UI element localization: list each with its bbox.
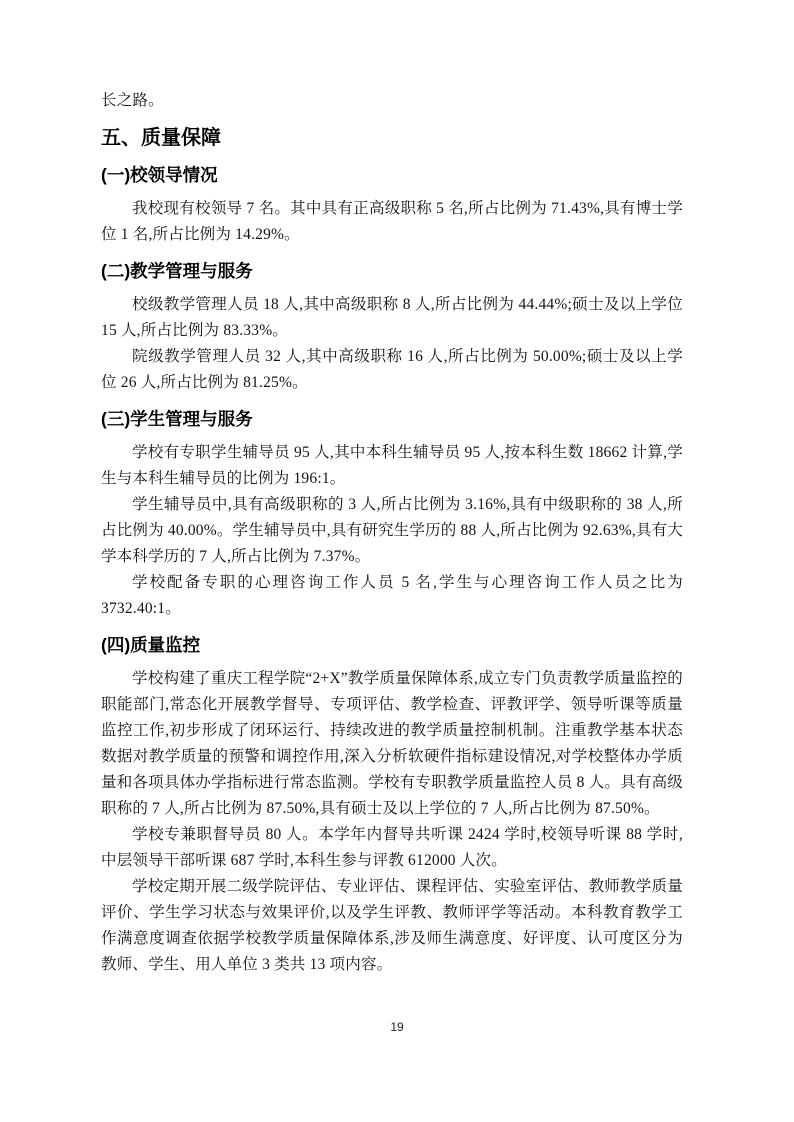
paragraph: 学生辅导员中,具有高级职称的 3 人,所占比例为 3.16%,具有中级职称的 38 人,所占比例为 40.00%。学生辅导员中,具有研究生学历的 88 人,所占比例为 92.63%,具有大学本科学历的 7 人,所占比例为 7.37%。 <box>101 496 684 565</box>
paragraph: 院级教学管理人员 32 人,其中高级职称 16 人,所占比例为 50.00%;硕士及以上学位 26 人,所占比例为 81.25%。 <box>101 348 683 391</box>
paragraph: 校级教学管理人员 18 人,其中高级职称 8 人,所占比例为 44.44%;硕士及以上学位 15 人,所占比例为 83.33%。 <box>101 296 683 339</box>
section-heading-4: (四)质量监控 <box>101 635 201 655</box>
section-heading-3: (三)学生管理与服务 <box>101 409 253 429</box>
chapter-heading: 五、质量保障 <box>101 127 221 149</box>
page-number: 19 <box>390 1020 404 1034</box>
section-heading-2: (二)教学管理与服务 <box>101 261 253 281</box>
paragraph: 学校有专职学生辅导员 95 人,其中本科生辅导员 95 人,按本科生数 18662 计算,学生与本科生辅导员的比例为 196:1。 <box>101 444 683 487</box>
paragraph: 学校定期开展二级学院评估、专业评估、课程评估、实验室评估、教师教学质量评价、学生学习状态与效果评价,以及学生评教、教师评学等活动。本科教育教学工作满意度调查依据学校教学质量保障体系,涉及师生满意度、好评度、认可度区分为教师、学生、用人单位 3 类共 13 项内容。 <box>101 878 683 973</box>
paragraph: 我校现有校领导 7 名。其中具有正高级职称 5 名,所占比例为 71.43%,具有博士学位 1 名,所占比例为 14.29%。 <box>101 200 683 243</box>
paragraph: 学校专兼职督导员 80 人。本学年内督导共听课 2424 学时,校领导听课 88 学时,中层领导干部听课 687 学时,本科生参与评教 612000 人次。 <box>101 826 683 869</box>
paragraph-continuation: 长之路。 <box>101 92 164 109</box>
paragraph: 学校配备专职的心理咨询工作人员 5 名,学生与心理咨询工作人员之比为 3732.40:1。 <box>101 574 683 617</box>
paragraph: 学校构建了重庆工程学院“2+X”教学质量保障体系,成立专门负责教学质量监控的职能部门,常态化开展教学督导、专项评估、教学检查、评教评学、领导听课等质量监控工作,初步形成了闭环运行、持续改进的教学质量控制机制。注重教学基本状态数据对教学质量的预警和调控作用,深入分析软硬件指标建设情况,对学校整体办学质量和各项具体办学指标进行常态监测。学校有专职教学质量监控人员 8 人。具有高级职称的 7 人,所占比例为 87.50%,具有硕士及以上学位的 7 人,所占比例为 87.50%。 <box>101 670 683 817</box>
section-heading-1: (一)校领导情况 <box>101 165 218 185</box>
